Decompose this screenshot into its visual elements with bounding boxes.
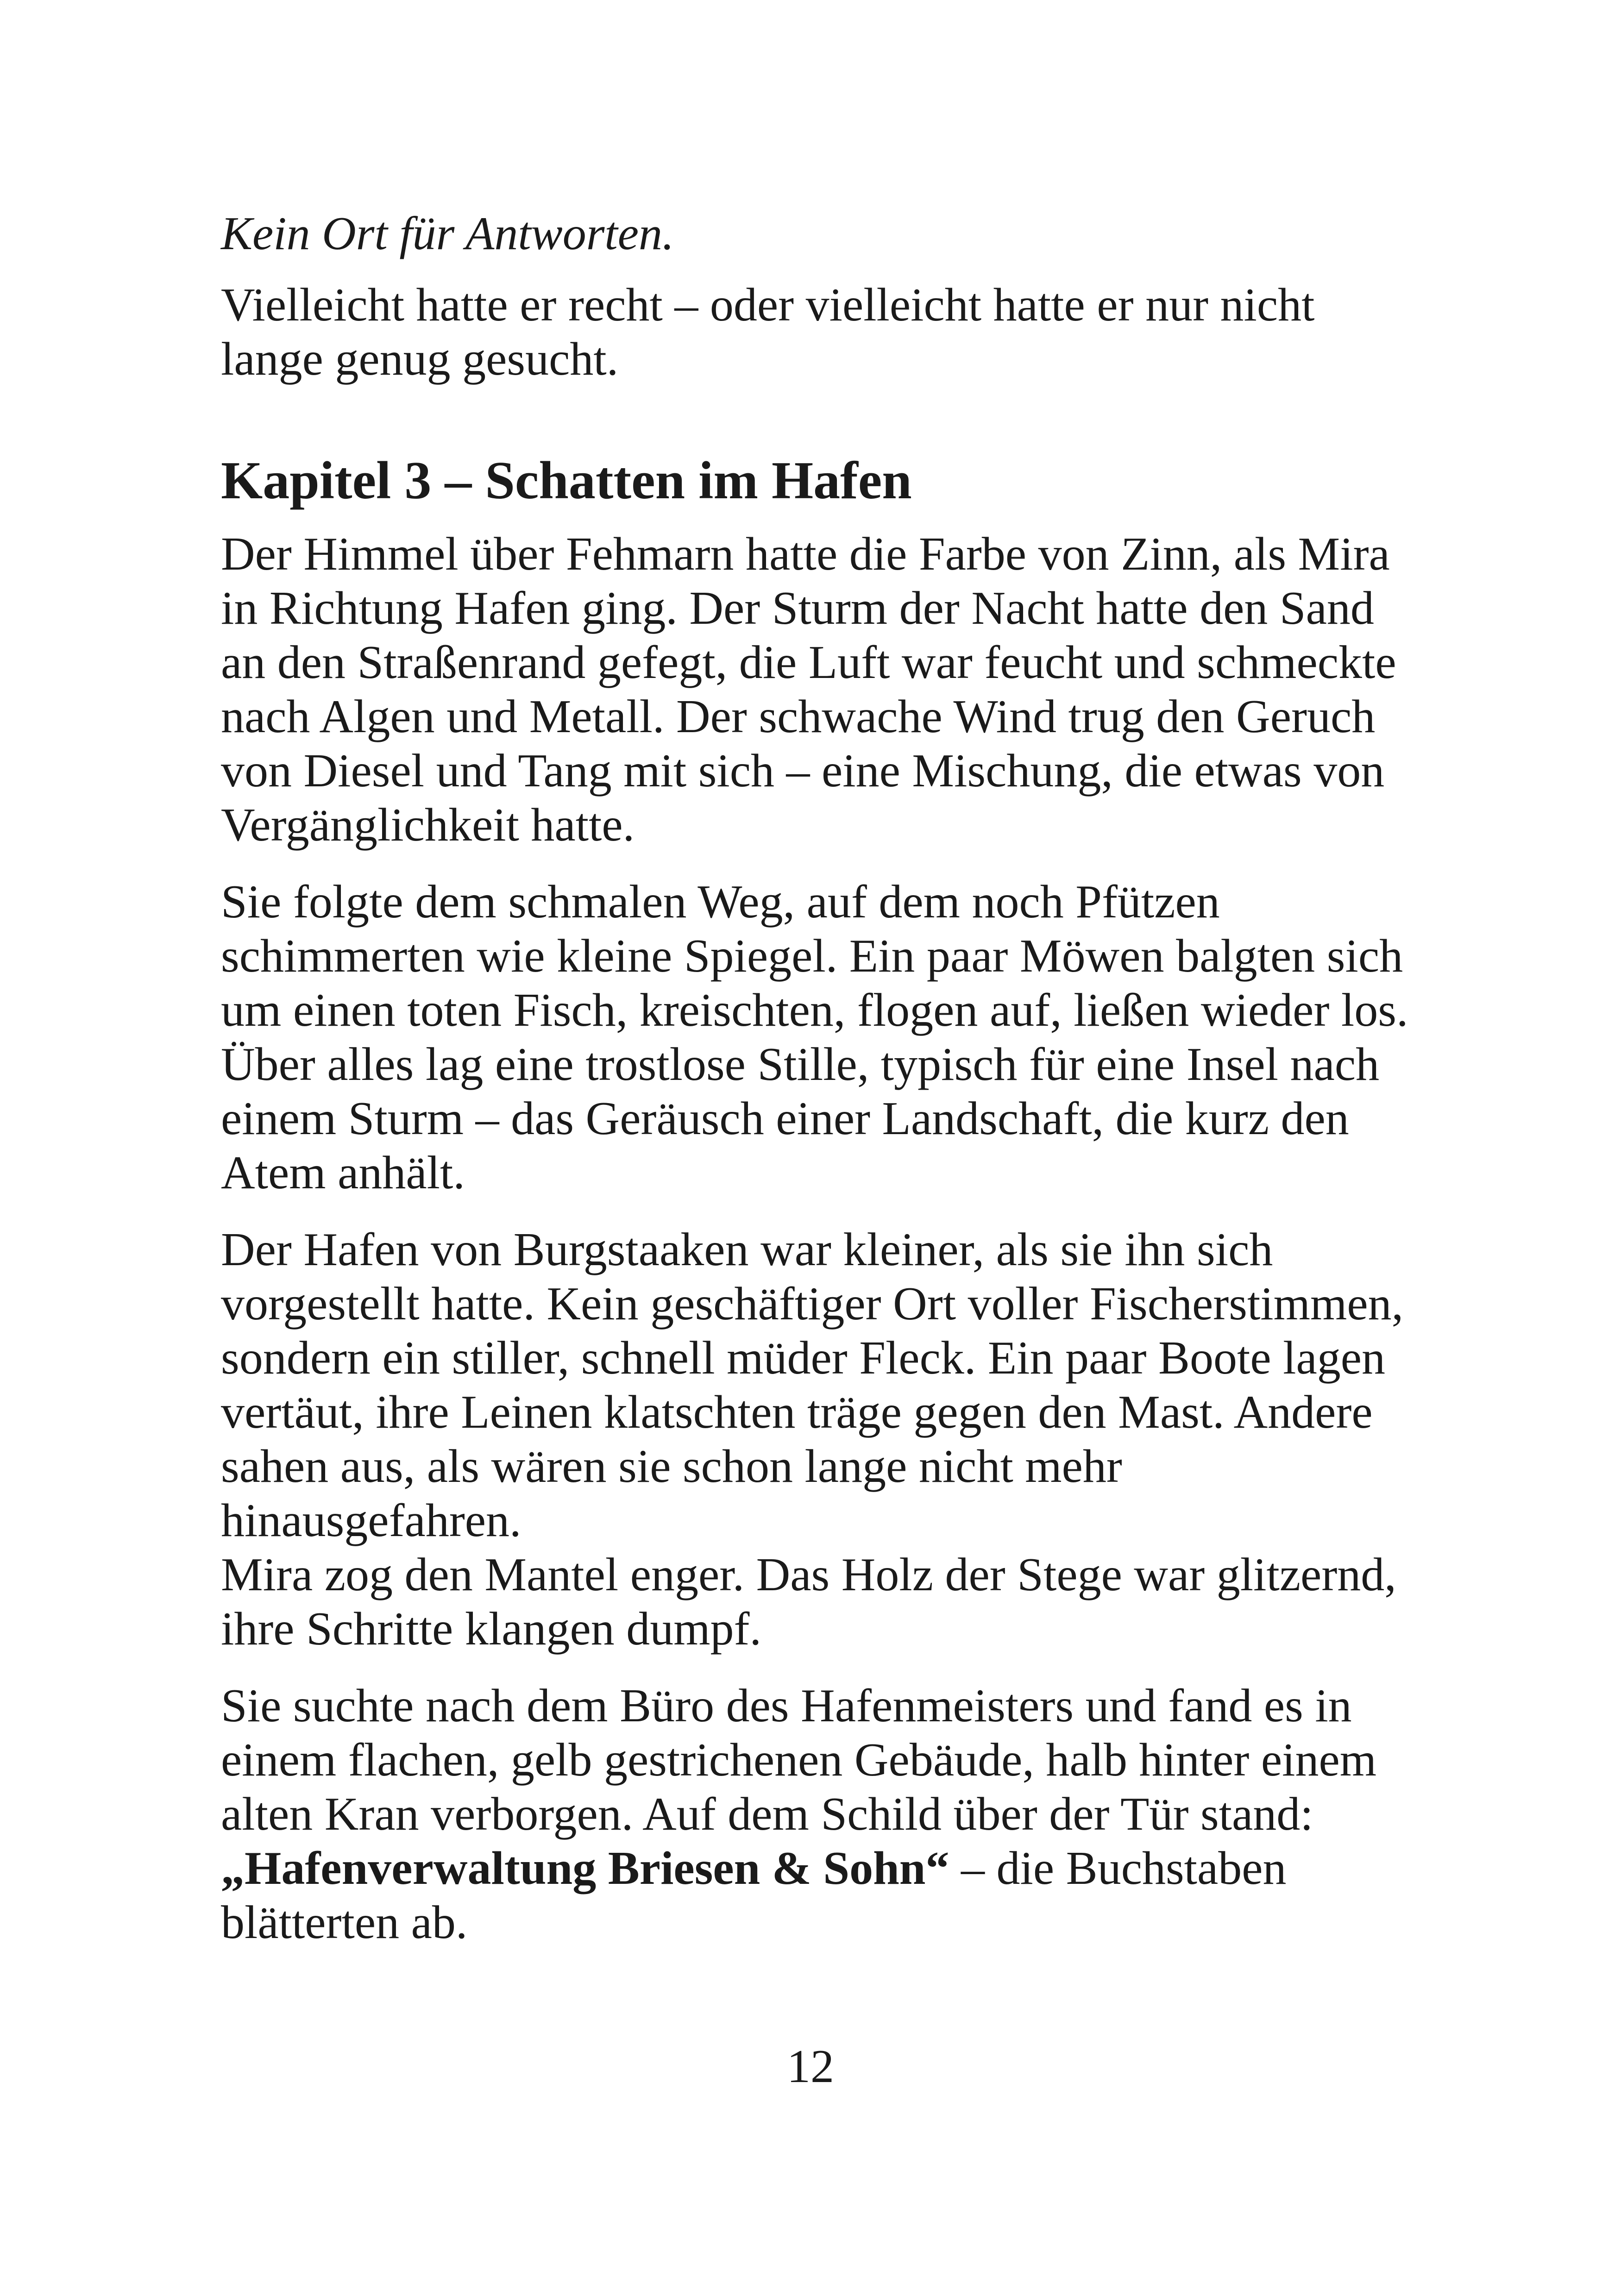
text-line: einem Sturm – das Geräusch einer Landschaft, die kurz den xyxy=(221,1092,1349,1145)
text-line: einem flachen, gelb gestrichenen Gebäude, halb hinter einem xyxy=(221,1734,1377,1786)
text-line: alten Kran verborgen. Auf dem Schild über der Tür stand: xyxy=(221,1788,1313,1840)
paragraph xyxy=(221,1679,1444,1950)
text-line: Der Hafen von Burgstaaken war kleiner, als sie ihn sich xyxy=(221,1223,1273,1276)
text-line: Vielleicht hatte er recht – oder vielleicht hatte er nur nicht xyxy=(221,279,1315,331)
text-line: sondern ein stiller, schnell müder Fleck. Ein paar Boote lagen xyxy=(221,1332,1386,1384)
text-line: um einen toten Fisch, kreischten, flogen auf, ließen wieder los. xyxy=(221,984,1408,1036)
text-line: ihre Schritte klangen dumpf. xyxy=(221,1603,762,1655)
text-line: hinausgefahren. xyxy=(221,1494,521,1547)
text-line: lange genug gesucht. xyxy=(221,333,619,385)
text-line: nach Algen und Metall. Der schwache Wind trug den Geruch xyxy=(221,690,1376,743)
paragraph xyxy=(221,527,1444,852)
text-line: in Richtung Hafen ging. Der Sturm der Nacht hatte den Sand xyxy=(221,582,1374,634)
sign-text: „Hafenverwaltung Briesen & Sohn“ xyxy=(221,1842,949,1895)
text-line: Der Himmel über Fehmarn hatte die Farbe von Zinn, als Mira xyxy=(221,528,1390,580)
text-line: Über alles lag eine trostlose Stille, typisch für eine Insel nach xyxy=(221,1038,1380,1091)
page-body xyxy=(221,207,1444,1950)
intro-line: Kein Ort für Antworten. xyxy=(221,207,674,260)
chapter-heading: Kapitel 3 – Schatten im Hafen xyxy=(221,451,912,510)
text-line: blätterten ab. xyxy=(221,1896,468,1949)
text-line: Mira zog den Mantel enger. Das Holz der Stege war glitzernd, xyxy=(221,1549,1396,1601)
intro-paragraph xyxy=(221,278,1444,386)
text-line: Sie suchte nach dem Büro des Hafenmeisters und fand es in xyxy=(221,1680,1352,1732)
text-line: vorgestellt hatte. Kein geschäftiger Ort voller Fischerstimmen, xyxy=(221,1278,1404,1330)
paragraph xyxy=(221,875,1444,1200)
text-line: an den Straßenrand gefegt, die Luft war feucht und schmeckte xyxy=(221,636,1396,689)
text-line: Sie folgte dem schmalen Weg, auf dem noch Pfützen xyxy=(221,876,1220,928)
text-line: schimmerten wie kleine Spiegel. Ein paar Möwen balgten sich xyxy=(221,930,1403,982)
page-number: 12 xyxy=(787,2040,834,2093)
text-line: sahen aus, als wären sie schon lange nicht mehr xyxy=(221,1440,1122,1493)
text-line: Vergänglichkeit hatte. xyxy=(221,799,635,851)
text-line xyxy=(221,1841,1444,1895)
text-line: vertäut, ihre Leinen klatschten träge gegen den Mast. Andere xyxy=(221,1386,1373,1438)
text-line: Atem anhält. xyxy=(221,1147,465,1199)
text-line: von Diesel und Tang mit sich – eine Mischung, die etwas von xyxy=(221,745,1385,797)
sign-suffix: – die Buchstaben xyxy=(949,1842,1287,1895)
paragraph xyxy=(221,1223,1444,1656)
